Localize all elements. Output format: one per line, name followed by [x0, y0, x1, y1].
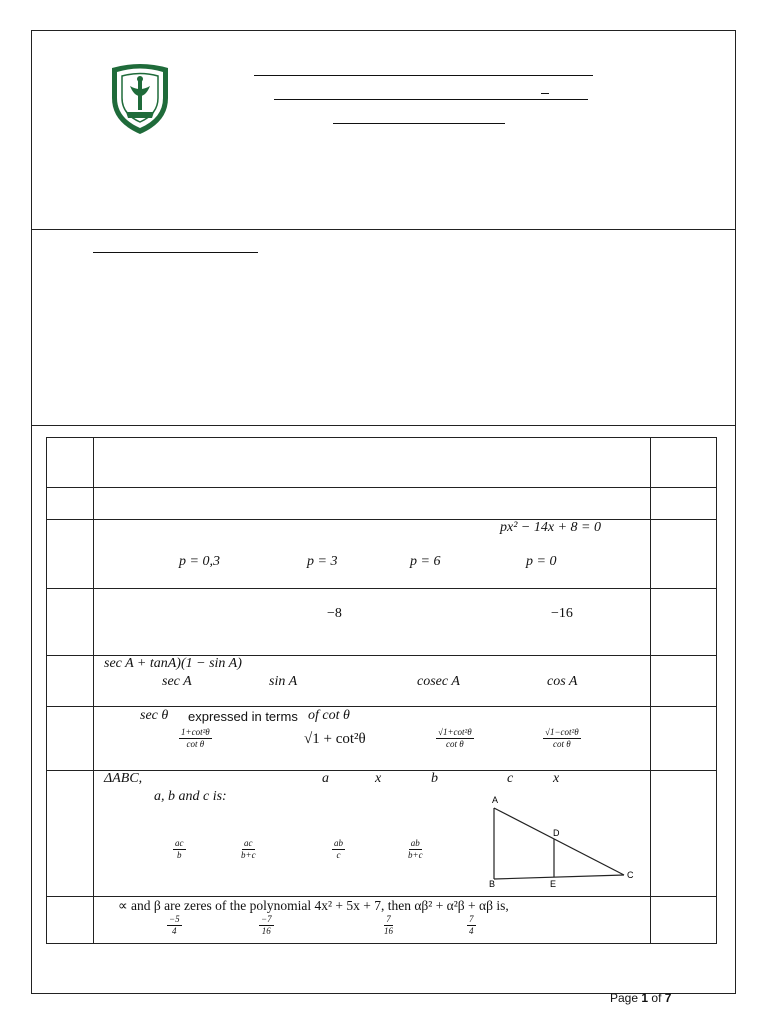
question-row	[47, 707, 717, 771]
triangle-figure	[482, 791, 638, 887]
question-row	[47, 771, 717, 897]
q6-option-b: $\frac{-7}{16}$	[261, 914, 272, 936]
q4-stem-cot: of cot θ	[308, 708, 350, 723]
vertex-a-label: A	[492, 795, 499, 805]
q1-option-c: p = 6	[410, 554, 441, 569]
q5-line2: a, b and c is:	[154, 789, 227, 804]
q5-triangle-label: ΔABC,	[104, 771, 143, 786]
question-row	[47, 520, 717, 589]
q4-option-d: $\frac{\text{√1−cot²θ}}{\text{cot θ}}$	[545, 727, 579, 749]
q2-value-b: −16	[551, 606, 573, 621]
school-crest-logo	[108, 62, 172, 136]
q2-value-a: −8	[327, 606, 342, 621]
q1-option-d: p = 0	[526, 554, 557, 569]
subtitle-underline	[274, 99, 588, 100]
instructions-underline	[93, 252, 258, 253]
q1-equation: px² − 14x + 8 = 0	[500, 520, 601, 535]
section-row	[47, 488, 717, 520]
q3-option-a: sec A	[162, 674, 192, 689]
q3-expression: sec A + tanA)(1 − sin A)	[104, 656, 242, 671]
q5-var-c: c	[507, 771, 514, 786]
q5-var-x: x	[375, 771, 382, 786]
q5-var-a: a	[322, 771, 329, 786]
q5-option-c: $\frac{ab}{c}$	[334, 838, 343, 860]
q5-option-b: $\frac{ac}{b+c}$	[241, 838, 256, 860]
q4-option-a: $\frac{\text{1+cot²θ}}{\text{cot θ}}$	[181, 727, 210, 749]
q6-option-a: $\frac{-5}{4}$	[169, 914, 180, 936]
q3-option-c: cosec A	[417, 674, 460, 689]
q3-option-b: sin A	[269, 674, 298, 689]
q5-var-x2: x	[553, 771, 560, 786]
question-row	[47, 589, 717, 656]
table-header-row	[47, 438, 717, 488]
q4-option-b: √1 + cot²θ	[304, 731, 366, 747]
q5-option-a: $\frac{ac}{b}$	[175, 838, 184, 860]
section-divider	[31, 229, 736, 230]
dash-mark	[541, 93, 549, 94]
question-row	[47, 897, 717, 944]
q4-option-c: $\frac{\text{√1+cot²θ}}{\text{cot θ}}$	[438, 727, 472, 749]
class-underline	[333, 123, 505, 124]
vertex-d-label: D	[553, 828, 560, 838]
vertex-c-label: C	[627, 870, 634, 880]
q6-option-d: $\frac{7}{4}$	[469, 914, 474, 936]
section-divider	[31, 425, 736, 426]
question-row	[47, 656, 717, 707]
page-number: Page 1 of 7	[610, 991, 672, 1005]
title-underline	[254, 75, 593, 76]
q1-option-a: p = 0,3	[179, 554, 220, 569]
q4-stem-text: expressed in terms	[188, 709, 298, 724]
q4-stem-sec: sec θ	[140, 708, 169, 723]
q3-option-d: cos A	[547, 674, 578, 689]
q1-option-b: p = 3	[307, 554, 338, 569]
vertex-e-label: E	[550, 879, 557, 887]
vertex-b-label: B	[489, 879, 496, 887]
q5-option-d: $\frac{ab}{b+c}$	[408, 838, 423, 860]
q5-var-b: b	[431, 771, 438, 786]
q6-stem: ∝ and β are zeres of the polynomial 4x² + 5x + 7, then αβ² + α²β + αβ is,	[118, 898, 509, 913]
question-table	[46, 437, 717, 944]
q6-option-c: $\frac{7}{16}$	[384, 914, 393, 936]
